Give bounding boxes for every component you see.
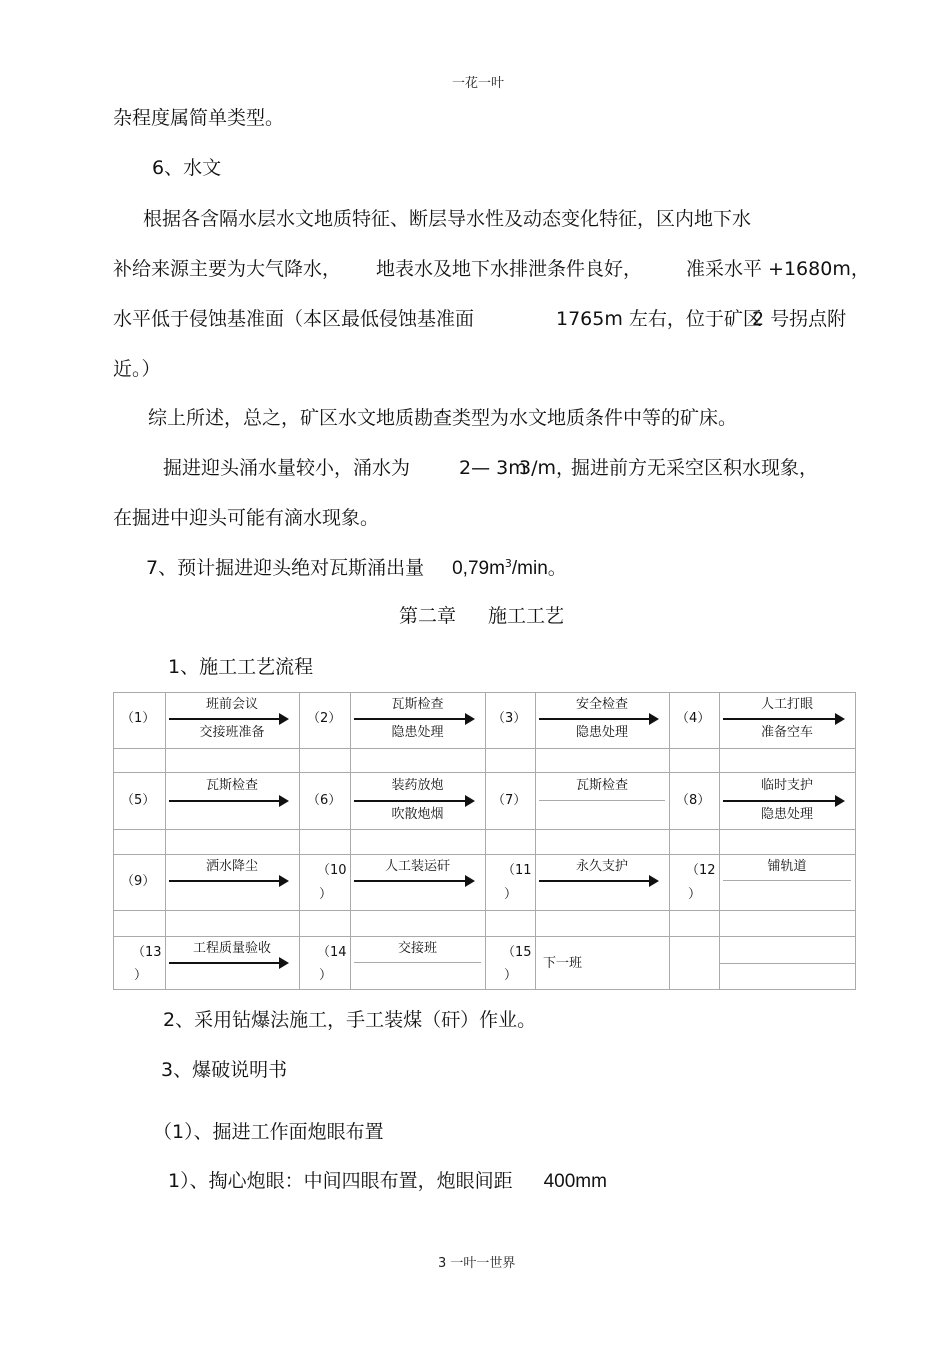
hydro-line-3b: 1765m 左右，位于矿区 [556,308,762,330]
step-7-number: （7） [492,793,527,808]
step-3-lower: 隐患处理 [575,725,628,740]
method-line: 2、采用钻爆法施工，手工装煤（矸）作业。 [163,1009,537,1031]
step-2-arrow-icon [354,718,473,720]
hydro-line-2b: 地表水及地下水排泄条件良好， [376,258,643,280]
hydro-line-3c: 2 号拐点附 [752,308,847,330]
water-line-1b: 2— 3m [459,457,527,479]
step-12-number-a: （12 [686,863,716,878]
step-14-number-b: ） [319,968,333,983]
step-2-number: （2） [307,711,342,726]
step-2-lower: 隐患处理 [391,725,444,740]
step-9-number: （9） [121,874,156,889]
cut-hole-spacing: 400mm [543,1171,607,1192]
paragraph-continuation: 杂程度属简单类型。 [113,107,285,129]
step-1-upper: 班前会议 [205,697,258,712]
step-4-lower: 准备空车 [760,725,813,740]
step-3-arrow-icon [539,718,657,720]
step-10-number-b: ） [319,887,333,902]
chapter-number: 第二章 [399,605,457,627]
gas-label: 7、预计掘进迎头绝对瓦斯涌出量 [146,557,425,579]
step-5-number: （5） [121,793,156,808]
step-10-arrow-icon [354,880,473,882]
step-8-arrow-icon [723,800,843,802]
step-15-number-b: ） [504,968,518,983]
blast-section-title: 3、爆破说明书 [161,1059,288,1081]
step-13-number-b: ） [134,968,148,983]
step-10-upper: 人工装运矸 [384,859,450,874]
cut-hole-line [168,1169,607,1194]
step-6-lower: 吹散炮烟 [391,807,444,822]
step-8-upper: 临时支护 [760,778,813,793]
hydro-line-2a: 补给来源主要为大气降水， [113,258,342,280]
water-line-1d: 掘进前方无采空区积水现象， [571,457,819,479]
step-12-upper: 铺轨道 [767,859,807,874]
step-11-upper: 永久支护 [575,859,628,874]
step-2-upper: 瓦斯检查 [391,697,444,712]
step-8-number: （8） [676,793,711,808]
step-11-arrow-icon [539,880,657,882]
water-line-1a: 掘进迎头涌水量较小，涌水为 [163,457,411,479]
page-footer: 3 一叶一世界 [438,1256,516,1271]
step-7-upper: 瓦斯检查 [575,778,628,793]
section-6-title: 6、水文 [152,157,222,179]
layout-subtitle: （1）、掘进工作面炮眼布置 [153,1121,384,1143]
step-11-number-a: （11 [502,863,532,878]
step-13-upper: 工程质量验收 [192,941,271,956]
step-6-upper: 装药放炮 [391,778,444,793]
water-line-2: 在掘进中迎头可能有滴水现象。 [113,507,380,529]
step-14-upper: 交接班 [397,941,437,956]
water-line-1c: 3/m， [519,457,575,479]
hydro-line-3a: 水平低于侵蚀基准面（本区最低侵蚀基准面 [113,308,475,330]
step-6-arrow-icon [354,800,473,802]
step-15-number-a: （15 [502,945,532,960]
step-3-number: （3） [492,711,527,726]
gas-superscript: 3 [504,557,512,570]
step-13-arrow-icon [169,962,287,964]
step-1-number: （1） [121,711,156,726]
flow-section-title: 1、施工工艺流程 [168,656,314,678]
step-8-lower: 隐患处理 [760,807,813,822]
step-10-number-a: （10 [317,863,347,878]
running-header: 一花一叶 [452,76,505,91]
gas-line [146,556,567,581]
step-13-number-a: （13 [132,945,162,960]
step-3-upper: 安全检查 [575,697,628,712]
summary-line: 综上所述，总之，矿区水文地质勘查类型为水文地质条件中等的矿床。 [148,407,738,429]
step-4-upper: 人工打眼 [760,697,813,712]
gas-unit: /min。 [511,558,567,579]
step-4-arrow-icon [723,718,843,720]
step-5-arrow-icon [169,800,287,802]
process-flow-table [113,692,856,990]
hydro-line-4: 近。） [113,358,161,380]
chapter-title: 施工工艺 [488,605,565,627]
step-9-upper: 洒水降尘 [205,859,258,874]
step-4-number: （4） [676,711,711,726]
step-9-arrow-icon [169,880,287,882]
cut-hole-text: 1）、掏心炮眼：中间四眼布置，炮眼间距 [168,1170,513,1192]
step-6-number: （6） [307,793,342,808]
step-1-arrow-icon [169,718,287,720]
hydro-line-2c: 准采水平 +1680m， [686,258,870,280]
step-5-upper: 瓦斯检查 [205,778,258,793]
step-12-number-b: ） [688,887,702,902]
step-1-lower: 交接班准备 [199,725,265,740]
step-11-number-b: ） [504,887,518,902]
step-14-number-a: （14 [317,945,347,960]
step-15-label: 下一班 [543,956,583,971]
hydro-line-1: 根据各含隔水层水文地质特征、断层导水性及动态变化特征，区内地下水 [143,208,752,230]
gas-value: 0,79m [452,558,505,579]
